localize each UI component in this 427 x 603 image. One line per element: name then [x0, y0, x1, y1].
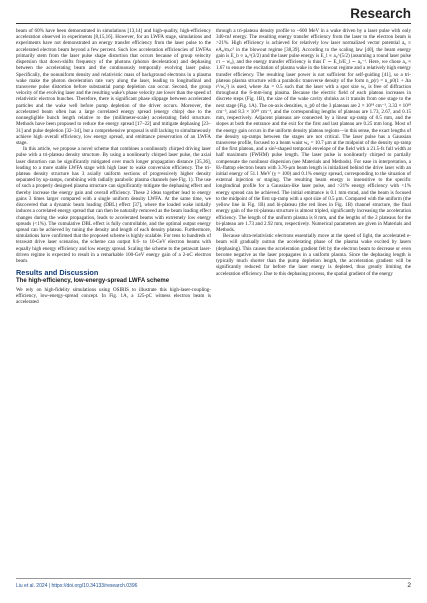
footer-rule — [16, 578, 411, 579]
right-column — [216, 28, 411, 573]
paragraph: In this article, we propose a novel scheme that combines a nonlinearly chirped driving laser pulse with a tri-plateau density structure. By using a nonlinearly chirped laser pulse, the axial laser distortion can be significantly mitigated over much longer propagation distance [35,36], leading to a more stable LWFA stage with high laser to wake conversion efficiency. The tri-plateau density structure has 3 axially uniform sections of progressively higher density separated by up-ramps, combining with radially parabolic plasma channels (see Fig. 1). The use of such a properly designed plasma structure can significantly mitigate the dephasing effect and thereby increase the energy gain and overall efficiency. These 2 ideas together lead to energy gains 3 times larger compared with a single uniform density LWFA. At the same time, we discovered that a dynamic beam loading (DBL) effect [37], where the loaded wake initially induces a correlated energy spread that can then be naturally removed as the beam loading effect changes during the wake propagation, leads to accelerated beams with extremely low energy spreads (<1%). The cumulative DBL effect is fully controllable, and the optimal output energy spread can be achieved by tuning the density and length of each density plateau. Furthermore, simulations have confirmed that the proposed scheme is highly scalable. For tens to hundreds of terawatt drive laser scenarios, the scheme can output 0.6- to 10-GeV electron beams with equally high energy efficiency and low energy spread. Scaling the scheme to the petawatt laser-driven regime is expected to result in a remarkable 100-GeV energy gain of a 2-nC electron beam. — [16, 146, 211, 265]
left-column — [16, 28, 211, 573]
page-number: 2 — [407, 582, 411, 589]
subsection-heading: The high-efficiency, low-energy-spread LWFA scheme — [16, 278, 170, 285]
paragraph: We rely on high-fidelity simulations using OSIRIS to illustrate this high-laser-coupling-efficiency, low-energy-spread concept. In Fig. 1A, a 125-pC witness electron beam is accelerated — [16, 286, 211, 306]
journal-name: Research — [350, 6, 411, 21]
paragraph: beam of 60% have been demonstrated in simulations [13,14] and high-quality, high-efficiency acceleration observed in experiments [8,15,16]. However, for an LWFA stage, simulations and experiments have not demonstrated an energy transfer efficiency from the laser pulse to the accelerated electron beam beyond a few percent. Such low acceleration efficiencies of LWFAs primarily stem from the laser pulse shape distortion that occurs because of group velocity dispersion that down-shifts frequency of the photons (photon deceleration) and dephasing between the accelerating beam and the continuously temporally evolving laser pulse. Specifically, the nonuniform density and relativistic mass of background electrons in a plasma wake make the photon deceleration rate vary along the laser, leading to longitudinal and transverse pulse distortion before substantial pump depletion can occur. Second, the group velocity of the evolving laser and the resulting wake's phase velocity are lower than the speed of relativistic electron bunches. Therefore, there is significant phase slippage between accelerated particles and the wake well before pump depletion of the driver occurs. Moreover, the accelerated beam often has a large correlated energy spread (energy chirp) due to the nonnegligible bunch length relative to the (millimeter-scale) accelerating field structure. Methods have been proposed to reduce the energy spread [17–22] and mitigate dephasing [23–31] and pulse depletion [32–34], but a comprehensive proposal is still lacking to simultaneously achieve high overall efficiency, low energy spread, and emittance preservation of an LWFA stage. — [16, 28, 211, 146]
paragraph: through a tri-plateau density profile to ~600 MeV in a wake driven by a laser pulse with only 340-mJ energy. The resulting energy transfer efficiency from the laser to the electron beam is >21%. High efficiency is achieved for relatively low laser normalized vector potential a₀ ≡ eA₀/mₑc² in the blowout regime [38,39]. According to the scaling law [40], the beam energy gain is E_b ∝ a₀^(3/2) and the laser pulse energy is E_l ∝ a₀^(5/2) (assuming a round laser pulse cτ ~ w₀), and the energy transfer efficiency is thus Γ ∼ E_b/E_l ∼ a₀⁻¹. Here, we chose a₀ ≈ 1.67 to ensure the excitation of plasma wake in the blowout regime and a relatively high energy transfer efficiency. The resulting laser power is not sufficient for self-guiding [41], so a tri-plateau plasma structure with a parabolic transverse density of the form n_p(r) = n_p0(1 + Δn r²/w₀²) is used, where Δn = 0.5 such that the laser with a spot size w₀ is free of diffraction throughout the 6-mm-long plasma. Because the electric field of each plateau increases in discrete steps (Fig. 1B), the size of the wake cavity shrinks as it transits from one stage to the next stage (Fig. 1A). The on-axis densities, n_p0 of the 3 plateaus are 2 × 10¹⁸ cm⁻³, 3.33 × 10¹⁸ cm⁻³, and 8.3 × 10¹⁸ cm⁻³, and the corresponding lengths of plateaus are 1.73, 2.67, and 0.15 mm, respectively. Adjacent plateaus are connected by a linear up-ramp of 0.5 mm, and the slopes at both the entrance and the exit for the first and last plateau are 0.25 mm long. Most of the energy gain occurs in the uniform density plateau regions—in this sense, the exact lengths of the density up-ramps between the stages are not critical. The laser pulse has a Gaussian transverse profile, focused to a beam waist w₀ = 10.7 μm at the midpoint of the density up-ramp of the first plateau, and a sin²-shaped temporal envelope of the field with a 21.5-fs full width at half maximum (FWHM) pulse length. The laser pulse is nonlinearly chirped to partially compensate the nonlinear dispersion (see Materials and Methods). For ease in interpretation, a 8λ-flattop electron beam with 3.76-μm beam length is initialized behind the drive laser with an initial energy of 51.1 MeV (γ = 100) and 0.1% energy spread, corresponding to the situation of external injection or staging. The resulting beam energy is insensitive to the specific longitudinal profile for a Gaussian-like laser pulse, and >21% energy efficiency with <1% energy spread can be achieved. The initial emittance is 0.1 mm·mrad, and the beam is focused to the midpoint of the first up-ramp with a spot size of 0.5 μm. Compared with the uniform (the yellow line in Fig. 1B) and bi-plateau (the red lines in Fig. 1B) channel structure, the final energy gain of the tri-plateau structure is almost tripled, significantly increasing the acceleration efficiency. The length of the uniform plasma is 8 mm, and the lengths of the 2 plateaus for the bi-plateau are 1.73 and 2.92 mm, respectively. Numerical parameters are given in Materials and Methods. — [216, 28, 411, 233]
paragraph: Because ultra-relativistic electrons essentially move at the speed of light, the accelerated e-beam will gradually outrun the accelerating phase of the plasma wake excited by lasers (dephasing). This causes the acceleration gradient felt by the electron beam to decrease or even become negative as the laser propagates in a uniform plasma. Since the dephasing length is typically much shorter than the pump depletion length, the acceleration gradient will be significantly reduced far before the laser energy is depleted, thus greatly limiting the acceleration efficiency. Due to this dephasing process, the spatial gradient of the energy — [216, 233, 411, 277]
citation-link[interactable]: Liu et al. 2024 | https://doi.org/10.34133/research.0396 — [16, 583, 138, 589]
footer — [16, 583, 411, 589]
header-rule — [16, 23, 411, 24]
results-heading: Results and Discussion — [16, 268, 99, 278]
